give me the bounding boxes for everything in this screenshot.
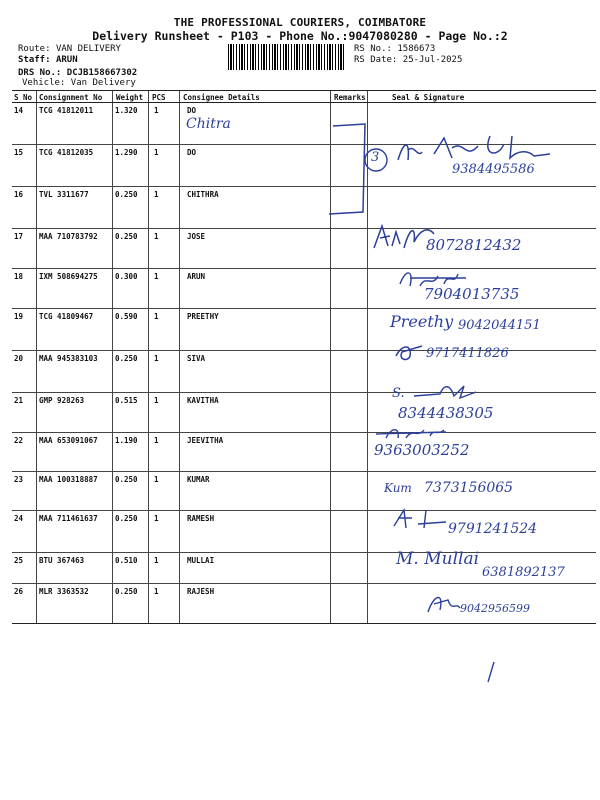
- phone-row23: 7373156065: [424, 480, 514, 496]
- phone-row20: 9717411826: [426, 346, 509, 361]
- table-row: 25 BTU 367463 0.510 1 MULLAI: [14, 556, 215, 565]
- phone-row21: 8344438305: [398, 404, 494, 422]
- phone-row25: 6381892137: [482, 565, 565, 580]
- table-row: 21 GMP 928263 0.515 1 KAVITHA: [14, 396, 219, 405]
- handwritten-name-kumar: Kum: [384, 481, 412, 495]
- pen-stroke-mark: [484, 660, 498, 686]
- rs-no-info: RS No.: 1586673: [354, 44, 436, 54]
- table-row: 26 MLR 3363532 0.250 1 RAJESH: [14, 587, 215, 596]
- handwritten-initial-row21: S.: [392, 386, 405, 401]
- phone-row18: 7904013735: [424, 285, 520, 303]
- circled-number: 3: [371, 150, 380, 165]
- table-row: 16 TVL 3311677 0.250 1 CHITHRA: [14, 190, 219, 199]
- phone-row19: 9042044151: [458, 318, 541, 333]
- signature-row22: [372, 424, 462, 442]
- drs-info: DRS No.: DCJB158667302: [18, 68, 138, 78]
- signature-row24: [390, 506, 450, 532]
- col-weight: Weight: [116, 93, 144, 102]
- signature-row21: [410, 380, 480, 402]
- staff-info: Staff: ARUN: [18, 55, 78, 65]
- phone-row15: 9384495586: [452, 162, 535, 177]
- route-info: Route: VAN DELIVERY: [18, 44, 121, 54]
- table-header: [12, 91, 596, 103]
- vehicle-info: Vehicle: Van Delivery: [22, 78, 136, 88]
- barcode: [228, 44, 346, 70]
- handwritten-name-preethy: Preethy: [390, 312, 454, 331]
- phone-row24: 9791241524: [448, 521, 538, 537]
- signature-row20: [392, 340, 428, 364]
- col-pcs: PCS: [152, 93, 166, 102]
- col-signature: Seal & Signature: [392, 93, 465, 102]
- handwritten-name-mullai: M. Mullai: [396, 549, 480, 569]
- table-row: 22 MAA 653091067 1.190 1 JEEVITHA: [14, 436, 224, 445]
- col-sno: S No: [14, 93, 33, 102]
- table-row: 24 MAA 711461637 0.250 1 RAMESH: [14, 514, 215, 523]
- table-row: 23 MAA 100318887 0.250 1 KUMAR: [14, 475, 210, 484]
- col-consignment: Consignment No: [39, 93, 103, 102]
- phone-row26: 9042956599: [460, 602, 530, 615]
- rs-date-info: RS Date: 25-Jul-2025: [354, 55, 463, 65]
- table-row: 19 TCG 41809467 0.590 1 PREETHY: [14, 312, 219, 321]
- handwritten-name-chitra: Chitra: [186, 116, 231, 132]
- table-row: 15 TCG 41812035 1.290 1 DO: [14, 148, 197, 157]
- table-row: 18 IXM 508694275 0.300 1 ARUN: [14, 272, 206, 281]
- col-remarks: Remarks: [334, 93, 366, 102]
- phone-row22: 9363003252: [374, 441, 470, 459]
- company-title: THE PROFESSIONAL COURIERS, COIMBATORE: [173, 16, 427, 29]
- col-consignee: Consignee Details: [183, 93, 260, 102]
- table-row: 14 TCG 41812011 1.320 1 DO: [14, 106, 197, 115]
- table-row: 20 MAA 945383103 0.250 1 SIVA: [14, 354, 206, 363]
- runsheet-title: Delivery Runsheet - P103 - Phone No.:9047080280 - Page No.:2: [92, 29, 508, 43]
- phone-row17: 8072812432: [426, 236, 522, 254]
- table-row: 17 MAA 710783792 0.250 1 JOSE: [14, 232, 206, 241]
- signature-row26: [424, 590, 464, 618]
